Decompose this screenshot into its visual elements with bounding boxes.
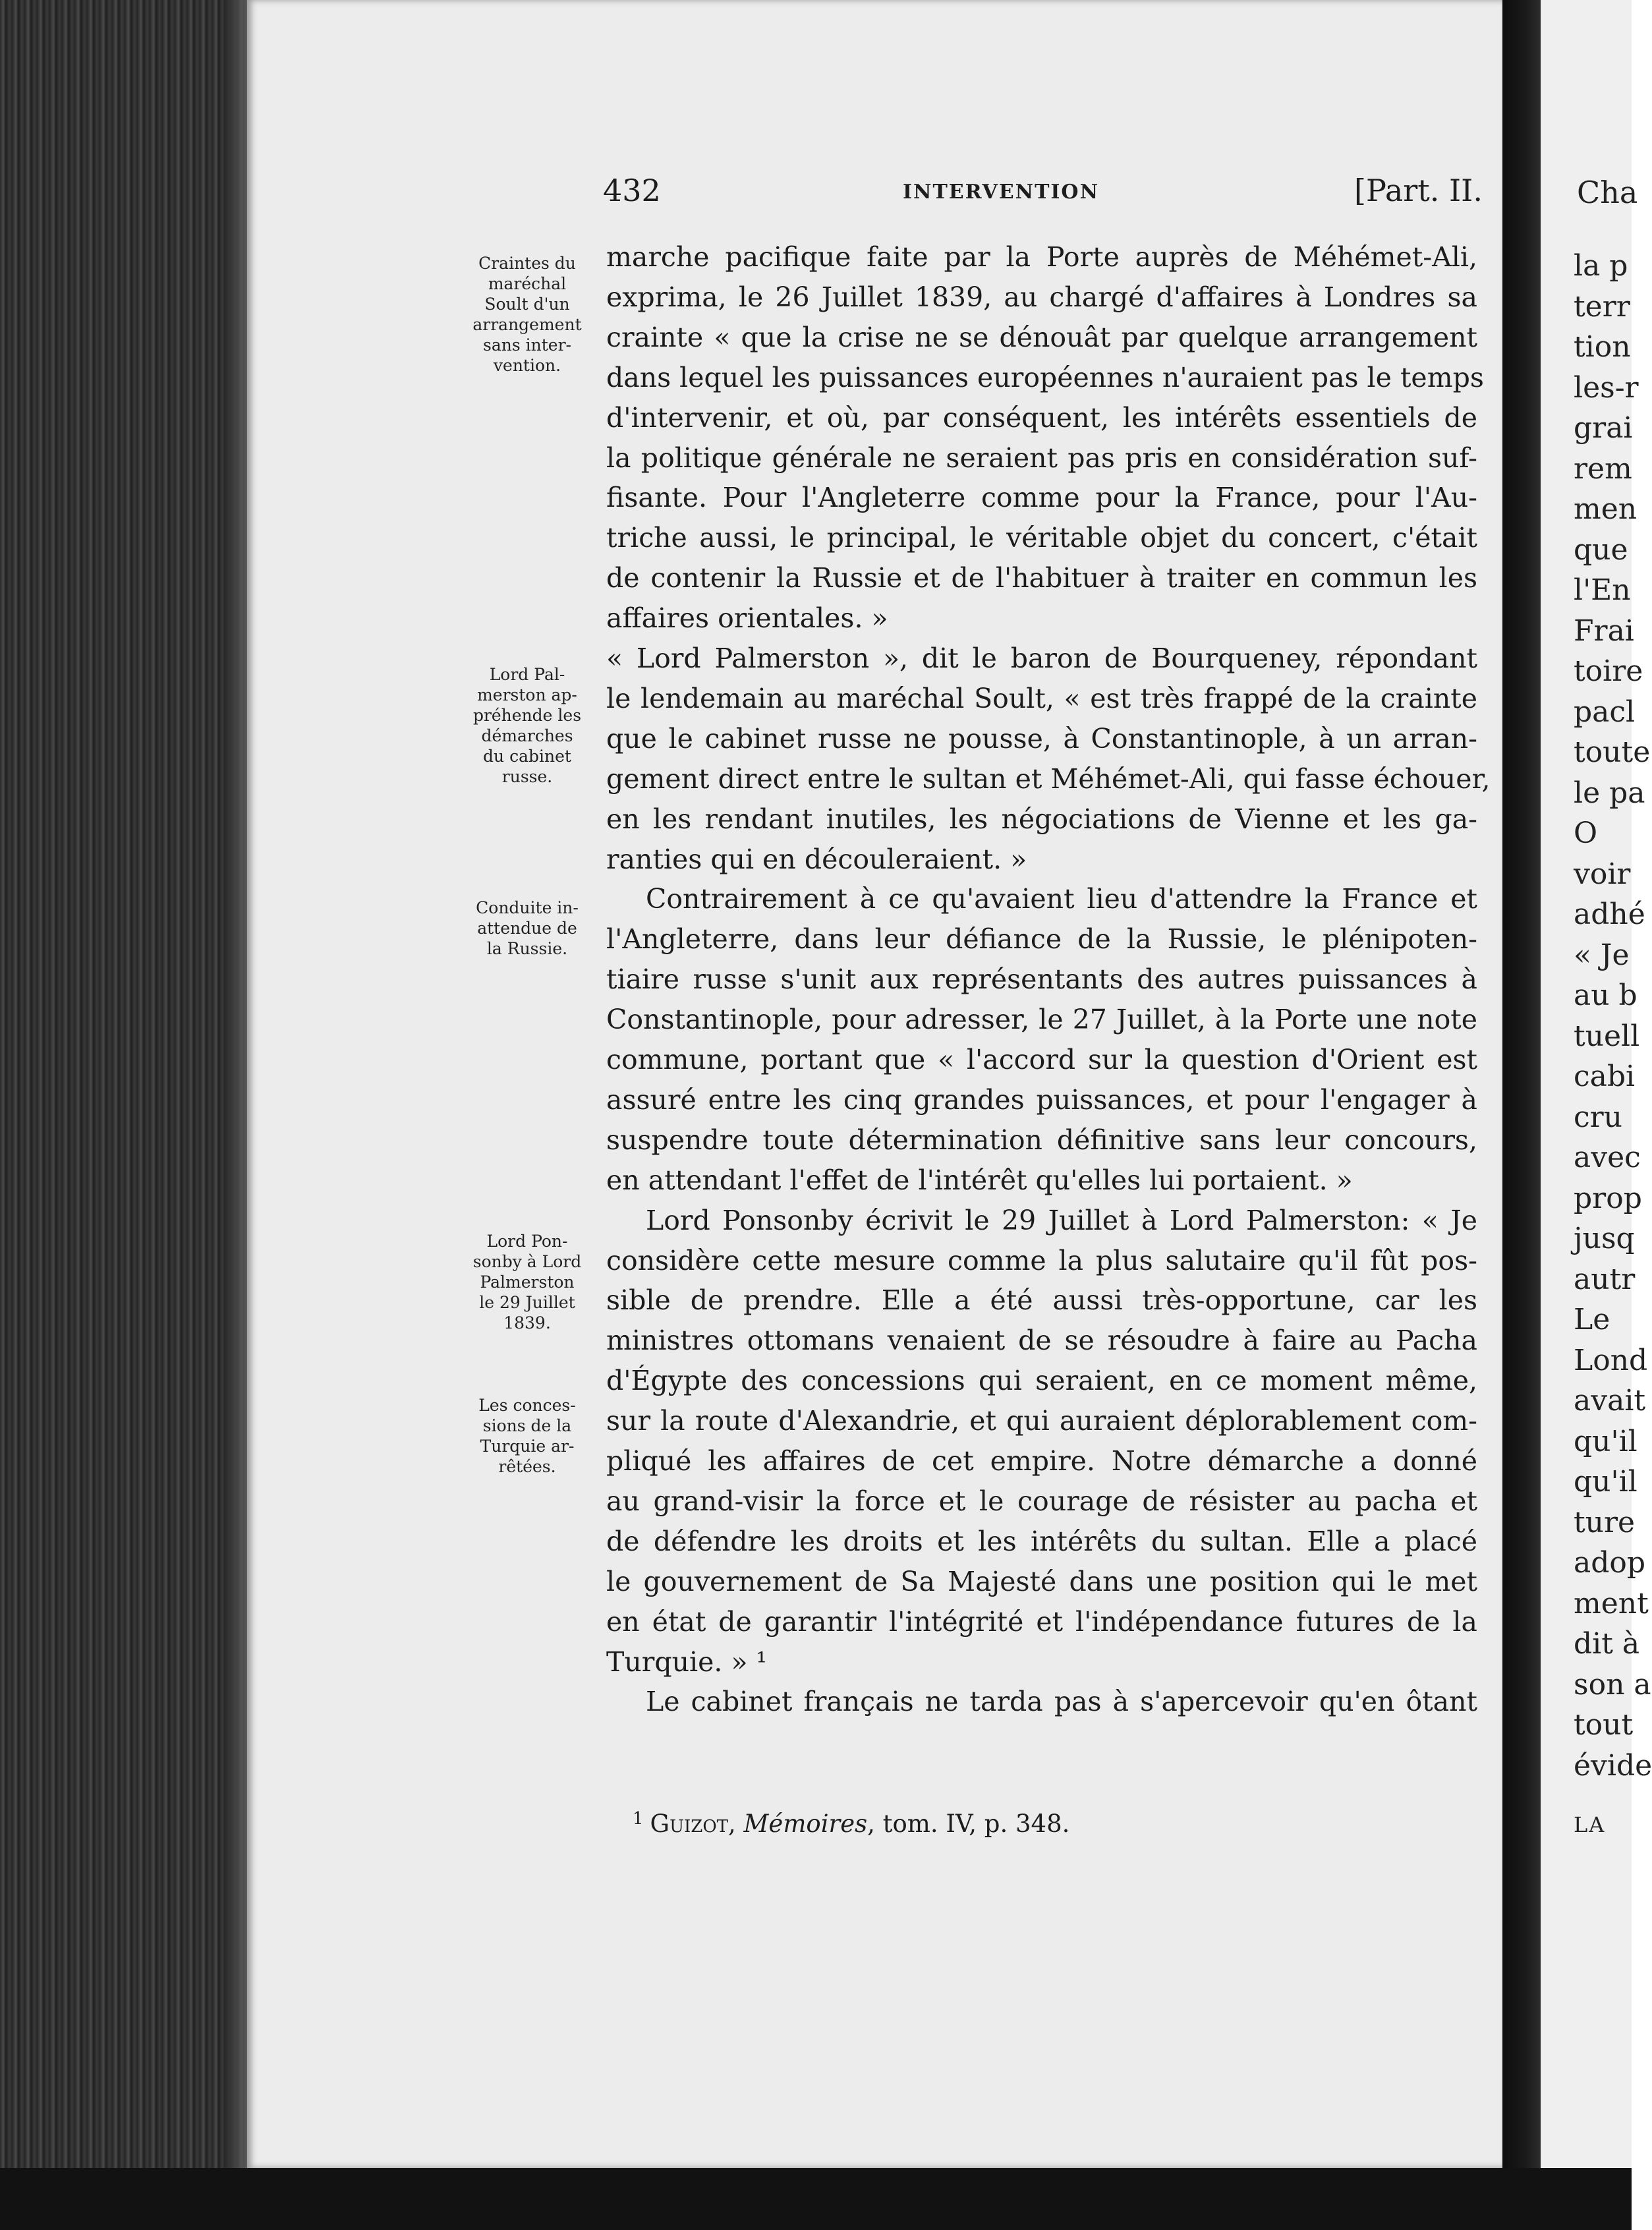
sidenote-line: Les conces- (478, 1396, 576, 1415)
text-line: le lendemain au maréchal Soult, « est très frappé de la crainte (606, 682, 1477, 714)
facing-page-line: pacl (1574, 695, 1636, 729)
text-line: en attendant l'effet de l'intérêt qu'elles lui portaient. » (606, 1164, 1353, 1196)
facing-page-line: la p (1574, 249, 1628, 283)
sidenote-line: Soult d'un (484, 295, 570, 314)
text-line: au grand-visir la force et le courage de résister au pacha et (606, 1485, 1477, 1517)
text-line: « Lord Palmerston », dit le baron de Bourqueney, répondant (606, 643, 1477, 674)
sidenote-line: attendue de (477, 919, 577, 938)
text-line: fisante. Pour l'Angleterre comme pour la France, pour l'Au- (606, 482, 1477, 514)
footnote (633, 1809, 1069, 1838)
text-line: suspendre toute détermination définitive sans leur concours, (606, 1124, 1477, 1156)
facing-page-line: dit à (1574, 1627, 1640, 1661)
text-line: que le cabinet russe ne pousse, à Constantinople, à un arran- (606, 722, 1477, 755)
part-label: [Part. II. (1354, 173, 1483, 208)
facing-page-line: terr (1574, 289, 1630, 324)
facing-page-footer: LA (1574, 1812, 1606, 1837)
text-line: le gouvernement de Sa Majesté dans une position qui le met (606, 1565, 1477, 1597)
facing-page-line: l'En (1574, 573, 1631, 607)
facing-page-line: qu'il (1574, 1424, 1638, 1458)
text-line: affaires orientales. » (606, 602, 888, 635)
sidenote-line: sonby à Lord (472, 1252, 582, 1271)
text-line: en état de garantir l'intégrité et l'indépendance futures de la (606, 1605, 1477, 1638)
sidenote-line: Lord Pon- (486, 1232, 568, 1251)
facing-page-line: Le (1574, 1303, 1610, 1336)
footnote-number: 1 (633, 1809, 644, 1829)
sidenote-line: du cabinet (483, 747, 571, 766)
text-line: en les rendant inutiles, les négociations de Vienne et les ga- (606, 803, 1477, 835)
footnote-reference: , tom. IV, p. 348. (867, 1810, 1070, 1838)
text-line: exprima, le 26 Juillet 1839, au chargé d'affaires à Londres sa (606, 281, 1477, 313)
facing-page-line: adop (1574, 1546, 1646, 1580)
footnote-author: Guizot (650, 1810, 729, 1838)
text-line: considère cette mesure comme la plus salutaire qu'il fût pos- (606, 1244, 1477, 1276)
facing-page-line: ture (1574, 1505, 1636, 1539)
text-line: dans lequel les puissances européennes n'auraient pas le temps (606, 361, 1484, 393)
text-line: tiaire russe s'unit aux représentants des autres puissances à (606, 963, 1477, 996)
facing-page-line: avait (1574, 1384, 1646, 1417)
sidenote-line: arrangement (472, 315, 582, 334)
facing-page-line: voir (1574, 857, 1631, 891)
facing-page-line: cru (1574, 1100, 1623, 1134)
facing-page-line: que (1574, 532, 1628, 567)
book-edge-shadow (224, 0, 250, 2230)
facing-page-line: grai (1574, 411, 1633, 445)
facing-page-line: men (1574, 492, 1638, 526)
text-line: l'Angleterre, dans leur défiance de la Russie, le plénipoten- (606, 923, 1477, 956)
sidenote-concessions-turquie (455, 1395, 600, 1477)
sidenote-conduite-russie (455, 898, 600, 959)
text-line: Lord Ponsonby écrivit le 29 Juillet à Lord Palmerston: « Je (646, 1204, 1477, 1236)
facing-page-line: ment (1574, 1586, 1649, 1620)
text-line: d'intervenir, et où, par conséquent, les intérêts essentiels de (606, 401, 1477, 434)
facing-page-line: jusq (1574, 1222, 1635, 1255)
facing-page-line: son a (1574, 1667, 1651, 1701)
text-line: sible de prendre. Elle a été aussi très-opportune, car les (606, 1284, 1477, 1317)
facing-page-line: toute (1574, 735, 1651, 769)
facing-page-line: le pa (1574, 776, 1645, 810)
facing-page-line: tion (1574, 330, 1631, 364)
facing-page-line: qu'il (1574, 1465, 1638, 1499)
text-line: la politique générale ne seraient pas pris en considération suf- (606, 442, 1477, 474)
facing-page-line: cabi (1574, 1060, 1636, 1093)
text-line: Le cabinet français ne tarda pas à s'apercevoir qu'en ôtant (646, 1686, 1477, 1718)
text-line: ministres ottomans venaient de se résoudre à faire au Pacha (606, 1325, 1477, 1357)
sidenote-line: Conduite in- (476, 898, 579, 917)
sidenote-line: sions de la (482, 1416, 572, 1435)
facing-page (1541, 0, 1652, 2168)
facing-page-line: Frai (1574, 614, 1634, 648)
sidenote-line: démarches (481, 726, 573, 745)
footnote-work: Mémoires (743, 1810, 868, 1838)
text-line: gement direct entre le sultan et Méhémet-Ali, qui fasse échouer, (606, 762, 1491, 795)
sidenote-line: la Russie. (486, 939, 568, 958)
facing-page-line: O (1574, 816, 1598, 850)
sidenote-line: Turquie ar- (480, 1437, 575, 1456)
facing-page-line: au b (1574, 979, 1638, 1012)
text-line: Contrairement à ce qu'avaient lieu d'attendre la France et (646, 883, 1477, 915)
book-edge (0, 0, 247, 2230)
facing-page-line: tout (1574, 1708, 1634, 1742)
text-line: commune, portant que « l'accord sur la question d'Orient est (606, 1044, 1477, 1075)
text-line: triche aussi, le principal, le véritable objet du concert, c'était (606, 522, 1477, 554)
text-line: de défendre les droits et les intérêts du sultan. Elle a placé (606, 1525, 1477, 1557)
text-line: ranties qui en découleraient. » (606, 843, 1027, 875)
text-line: d'Égypte des concessions qui seraient, en ce moment même, (606, 1365, 1477, 1397)
facing-page-line: tuell (1574, 1019, 1640, 1053)
facing-page-line: toire (1574, 654, 1643, 688)
facing-page-line: rem (1574, 451, 1632, 486)
sidenote-line: merston ap- (477, 685, 577, 704)
text-line: Turquie. » ¹ (606, 1645, 767, 1678)
text-line: de contenir la Russie et de l'habituer à traiter en commun les (606, 562, 1477, 594)
page-number: 432 (603, 173, 661, 208)
sidenote-craintes-soult (455, 253, 600, 376)
text-line: Constantinople, pour adresser, le 27 Juillet, à la Porte une note (606, 1004, 1477, 1036)
text-line: sur la route d'Alexandrie, et qui auraient déplorablement com- (606, 1405, 1477, 1437)
facing-page-line: avec (1574, 1141, 1641, 1174)
sidenote-line: vention. (493, 356, 561, 375)
sidenote-line: Palmerston (480, 1272, 575, 1292)
sidenote-ponsonby (455, 1231, 600, 1333)
facing-page-line: évide (1574, 1748, 1652, 1783)
facing-page-line: adhé (1574, 898, 1645, 931)
sidenote-line: 1839. (503, 1313, 551, 1332)
text-line: assuré entre les cinq grandes puissances, et pour l'engager à (606, 1083, 1477, 1116)
running-title: INTERVENTION (903, 181, 1099, 204)
sidenote-line: russe. (501, 767, 553, 786)
sidenote-palmerston (455, 664, 600, 787)
facing-page-line: Lond (1574, 1343, 1648, 1377)
sidenote-line: préhende les (472, 706, 582, 725)
page-gutter (1502, 0, 1541, 2230)
text-line: pliqué les affaires de cet empire. Notre démarche a donné (606, 1445, 1477, 1477)
sidenote-line: Craintes du (478, 254, 576, 273)
footnote-separator: , (728, 1810, 736, 1838)
facing-page-header: Cha (1577, 175, 1638, 210)
facing-page-line: autr (1574, 1262, 1636, 1296)
facing-page-line: prop (1574, 1181, 1642, 1215)
sidenote-line: Lord Pal- (489, 665, 565, 684)
facing-page-line: « Je (1574, 938, 1630, 972)
facing-page-line: les-r (1574, 370, 1639, 405)
text-line: marche pacifique faite par la Porte auprès de Méhémet-Ali, (606, 241, 1477, 273)
scan-bottom-band (0, 2168, 1632, 2230)
sidenote-line: sans inter- (483, 335, 571, 355)
sidenote-line: le 29 Juillet (479, 1293, 575, 1312)
sidenote-line: maréchal (488, 274, 567, 293)
text-line: crainte « que la crise ne se dénouât par quelque arrangement (606, 321, 1477, 353)
sidenote-line: rêtées. (498, 1457, 556, 1476)
